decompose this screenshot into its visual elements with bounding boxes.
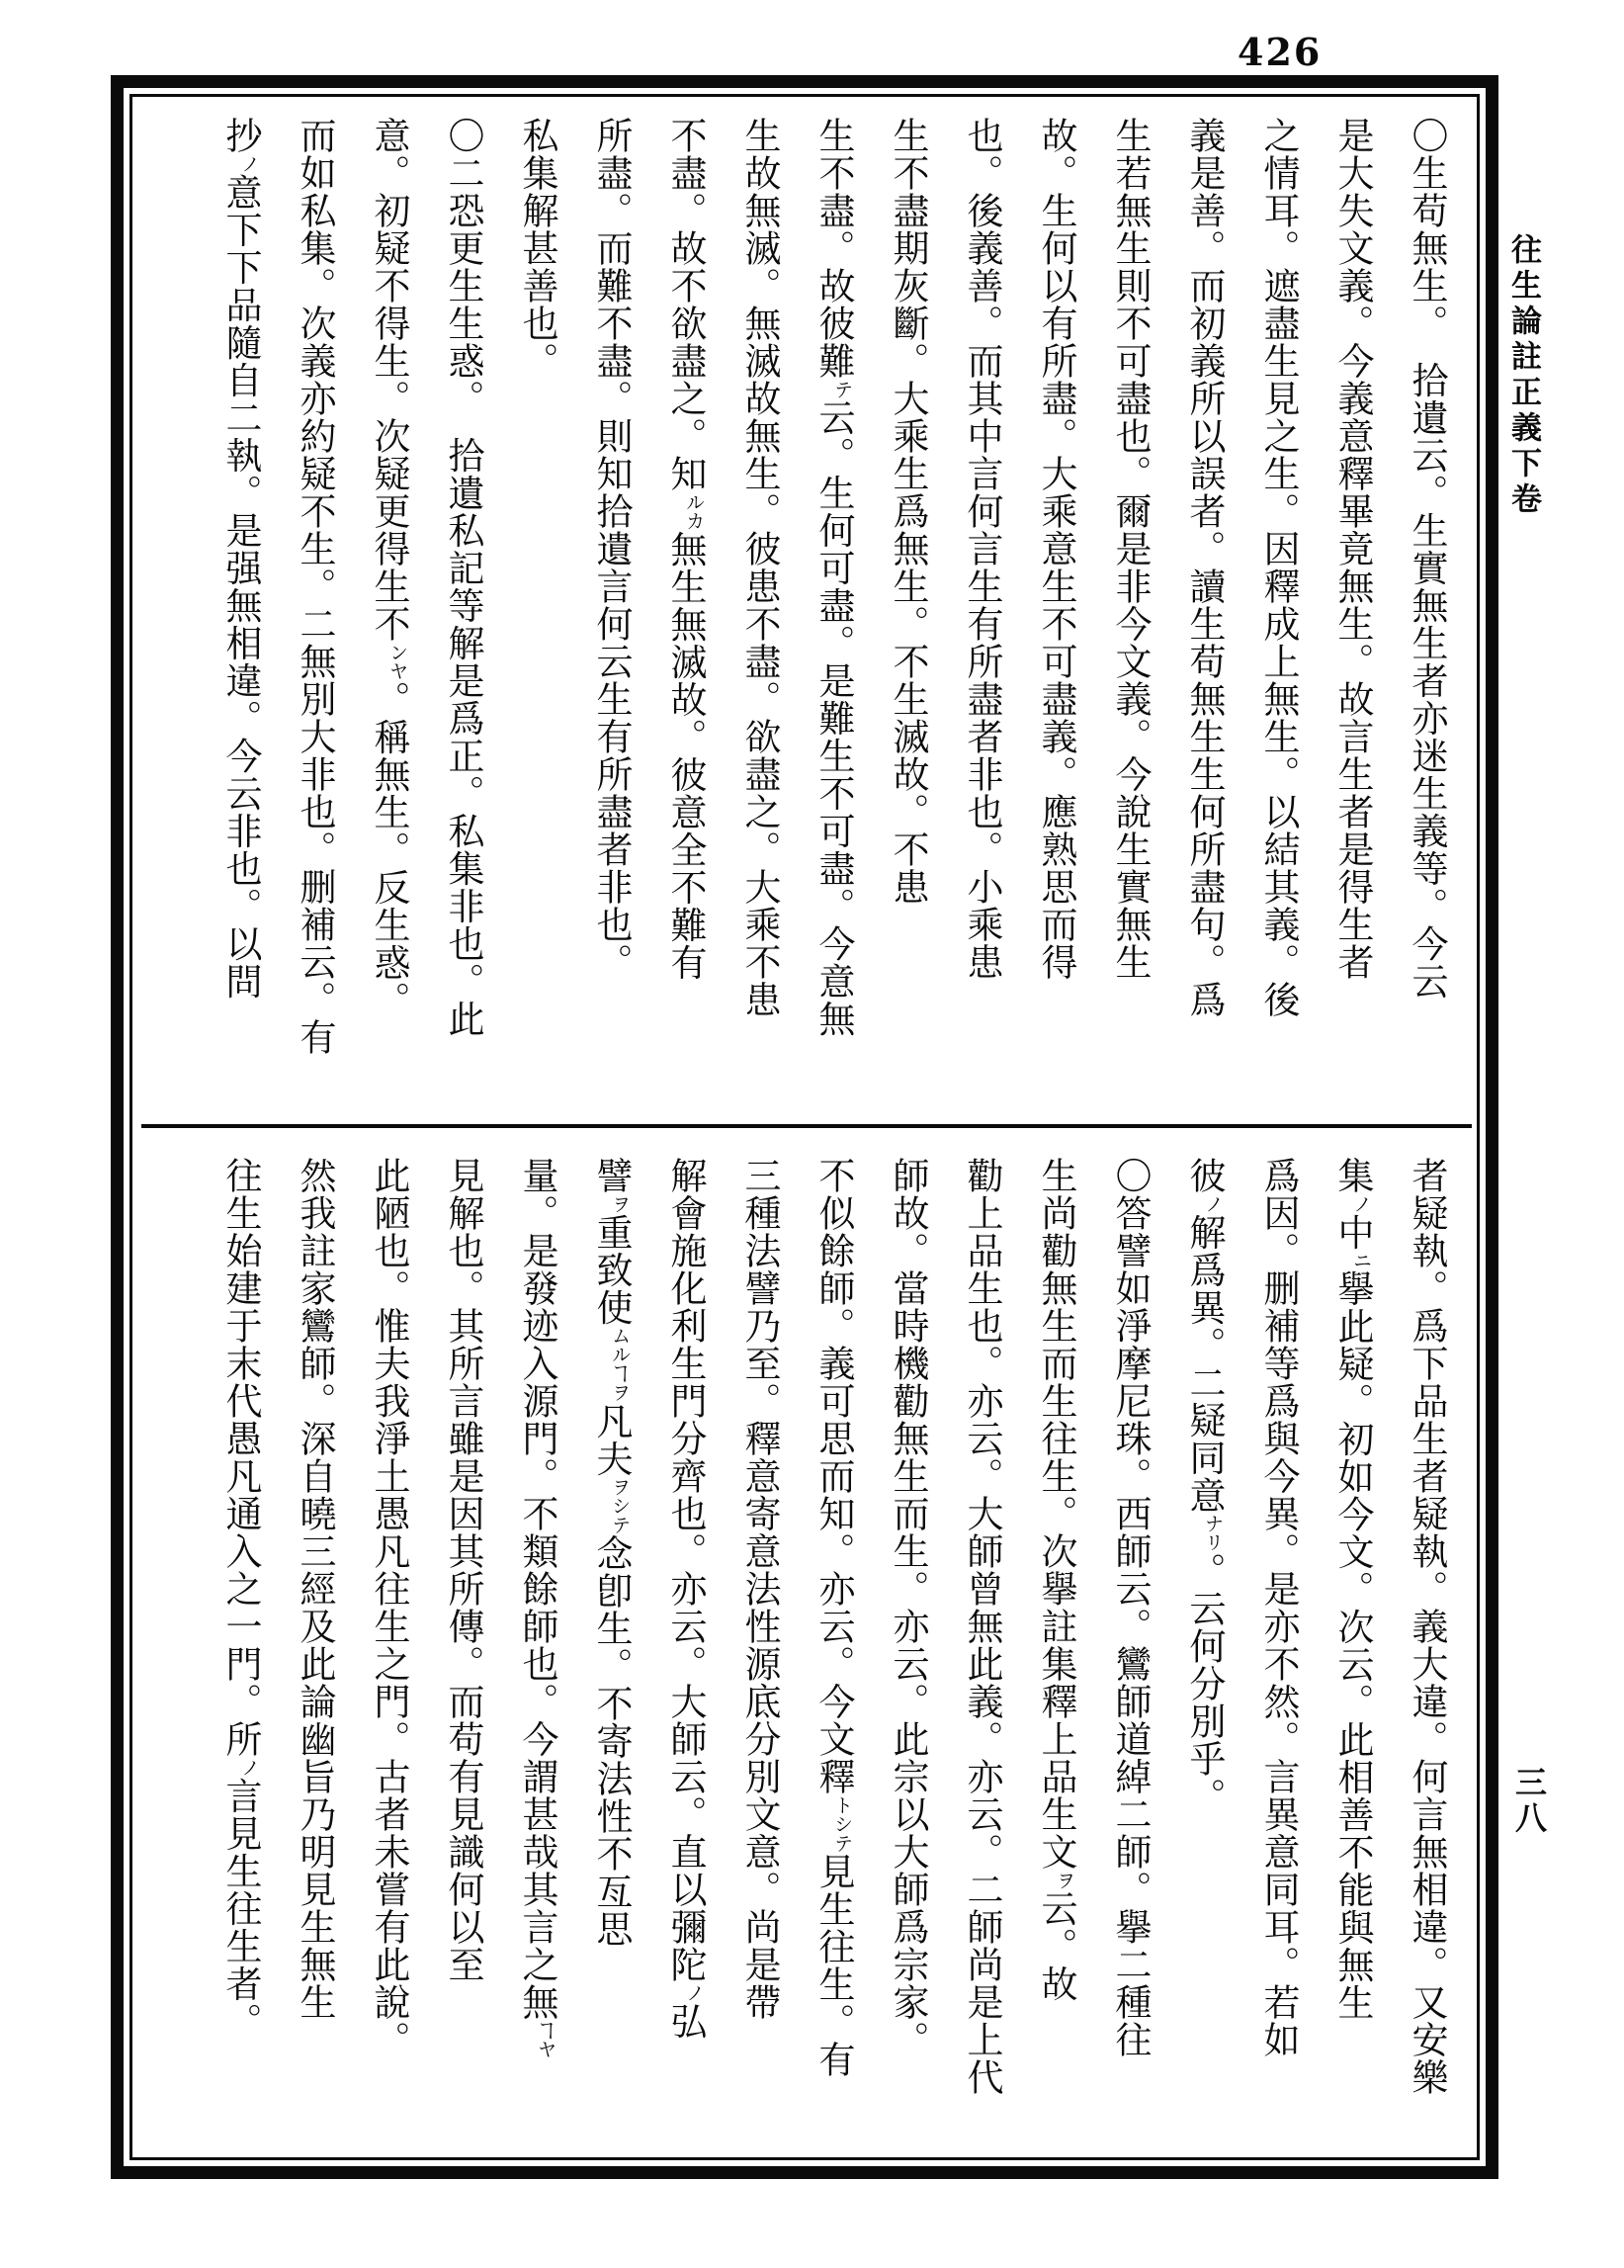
text-column: 往生始建于末代愚凡通入之一門。所ノ言見生往生者。 [203, 1157, 277, 2137]
kunten-annotation: ナリ [1201, 1514, 1223, 1552]
kunten-annotation: ムルヿヲ [608, 1326, 630, 1403]
bottom-text-register [148, 1157, 1491, 2137]
text-column: 而如私集。次義亦約疑不生。二無別大非也。删補云。有 [294, 117, 334, 1056]
text-column: 〇答譬如淨摩尼珠。西師云。鸞師道綽二師。擧二種往 [1109, 1157, 1150, 2058]
text-column: 師故。當時機勸無生而生。亦云。此宗以大師爲宗家。 [887, 1157, 927, 2058]
text-column: 意。初疑不得生。次疑更得生不ンヤ。稱無生。反生惑。 [351, 117, 425, 1107]
text-column: 此陋也。惟夫我淨土愚凡往生之門。古者未嘗有此說。 [368, 1157, 408, 2058]
kunten-annotation: ノ [682, 1983, 704, 2003]
text-column: 三種法譬乃至。釋意寄意法性源底分別文意。尚是帶 [738, 1157, 779, 2021]
text-column: 勸上品生也。亦云。大師曾無此義。亦云。二師尚是上代 [961, 1157, 1001, 2096]
kunten-annotation: ヿヤ [534, 2021, 556, 2059]
text-column: 〇生苟無生。 拾遺云。生實無生者亦迷生義等。今云 [1406, 117, 1446, 1001]
text-column: 抄ノ意下下品隨自二執。是强無相違。今云非也。以問 [203, 117, 277, 1107]
text-column: 是大失文義。今義意釋畢竟無生。故言生者是得生者 [1331, 117, 1372, 981]
kunten-annotation: ンヤ [385, 643, 407, 681]
text-column: 所盡。而難不盡。則知拾遺言何云生有所盡者非也。 [590, 117, 631, 981]
kunten-annotation: ノ [237, 154, 259, 174]
top-text-register [148, 117, 1491, 1107]
text-column: 義是善。而初義所以誤者。讀生苟無生生何所盡句。爲 [1183, 117, 1224, 1018]
text-column: 生故無滅。無滅故無生。彼患不盡。欲盡之。大乘不患 [738, 117, 779, 1018]
text-column: 者疑執。爲下品生者疑執。義大違。何言無相違。又安樂 [1406, 1157, 1446, 2096]
kunten-annotation: ノ [1349, 1194, 1371, 1214]
text-column: 之情耳。遮盡生見之生。因釋成上無生。以結其義。後 [1257, 117, 1298, 1018]
kunten-annotation: ルカ [682, 492, 704, 531]
text-column: 不似餘師。義可思而知。亦云。今文釋トシテ見生往生。有 [796, 1157, 870, 2137]
margin-running-title: 往生論註正義下卷 [1506, 233, 1541, 518]
text-column: 譬ヲ重致使ムルヿヲ凡夫ヲシテ念卽生。不寄法性不亙思 [573, 1157, 647, 2137]
folio-number: 三八 [1511, 1766, 1547, 1837]
text-column: 不盡。故不欲盡之。知ルカ無生無滅故。彼意全不難有 [647, 117, 722, 1107]
text-column: 生尚勸無生而生往生。次擧註集釋上品生文ヲ云。故 [1018, 1157, 1092, 2137]
text-column: 見解也。其所言雖是因其所傳。而苟有見識何以至 [442, 1157, 482, 1983]
kunten-annotation: ノ [1201, 1194, 1223, 1214]
register-divider-rule [141, 1124, 1472, 1128]
text-column: 也。後義善。而其中言何言生有所盡者非也。小乘患 [961, 117, 1001, 981]
kunten-annotation: ヲシテ [608, 1477, 630, 1534]
kunten-annotation: ニ [1349, 1251, 1371, 1270]
kunten-annotation: トシテ [830, 1795, 852, 1853]
text-column: 然我註家鸞師。深自曉三經及此論幽旨乃明見生無生 [294, 1157, 334, 2021]
page-number: 426 [1238, 30, 1323, 74]
text-column: 生若無生則不可盡也。爾是非今文義。今說生實無生 [1109, 117, 1150, 981]
kunten-annotation: ヲ [1053, 1871, 1074, 1890]
text-column: 爲因。删補等爲與今異。是亦不然。言異意同耳。若如 [1257, 1157, 1298, 2058]
text-column: 〇二恐更生生惑。 拾遺私記等解是爲正。私集非也。此 [442, 117, 482, 1038]
text-column: 集ノ中ニ擧此疑。初如今文。次云。此相善不能與無生 [1315, 1157, 1389, 2137]
text-column: 生不盡。故彼難テ云。生何可盡。是難生不可盡。今意無 [796, 117, 870, 1107]
text-column: 故。生何以有所盡。大乘意生不可盡義。應熟思而得 [1035, 117, 1075, 981]
text-column: 彼ノ解爲異。二疑同意ナリ。云何分別乎。 [1166, 1157, 1240, 2137]
kunten-annotation: ヲ [608, 1194, 630, 1214]
kunten-annotation: テ [830, 380, 852, 399]
text-column: 私集解甚善也。 [516, 117, 556, 380]
text-column: 生不盡期灰斷。大乘生爲無生。不生滅故。不患 [887, 117, 927, 906]
text-column: 量。是發迹入源門。不類餘師也。今謂甚哉其言之無ヿヤ [499, 1157, 573, 2137]
kunten-annotation: ノ [237, 1758, 259, 1778]
text-column: 解會施化利生門分齊也。亦云。大師云。直以彌陀ノ弘 [647, 1157, 722, 2137]
